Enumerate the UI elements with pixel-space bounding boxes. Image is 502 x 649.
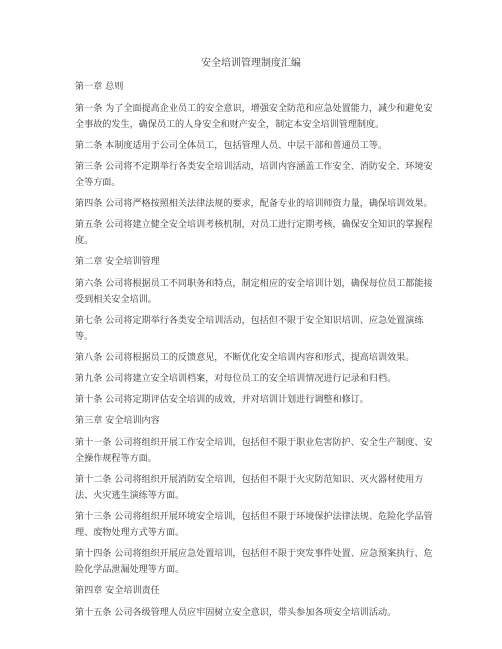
chapter-heading: 第四章 安全培训责任 (75, 586, 160, 596)
article-paragraph: 第二条 本制度适用于公司全体员工，包括管理人员、中层干部和普通员工等。 (75, 141, 388, 151)
article-paragraph: 第五条 公司将建立健全安全培训考核机制，对员工进行定期考核，确保安全知识的掌握程度。 (75, 220, 433, 246)
article-paragraph: 第四条 公司将严格按照相关法律法规的要求，配备专业的培训师资力量，确保培训效果。 (75, 199, 433, 209)
document-body (75, 79, 435, 626)
article-paragraph: 第十五条 公司各级管理人员应牢固树立安全意识，带头参加各项安全培训活动。 (75, 608, 397, 618)
article-paragraph: 第十四条 公司将组织开展应急处置培训，包括但不限于突发事件处置、应急预案执行、危险化学品泄漏处理等方面。 (75, 549, 433, 575)
article-paragraph: 第七条 公司将定期举行各类安全培训活动，包括但不限于安全知识培训、应急处置演练等。 (75, 316, 424, 342)
chapter-heading: 第一章 总则 (75, 82, 124, 92)
article-paragraph: 第十一条 公司将组织开展工作安全培训，包括但不限于职业危害防护、安全生产制度、安全操作规程等方面。 (75, 438, 433, 464)
article-paragraph: 第十二条 公司将组织开展消防安全培训，包括但不限于火灾防范知识、灭火器材使用方法、火灾逃生演练等方面。 (75, 475, 424, 501)
article-paragraph: 第一条 为了全面提高企业员工的安全意识，增强安全防范和应急处置能力，减少和避免安全事故的发生，确保员工的人身安全和财产安全，制定本安全培训管理制度。 (75, 104, 433, 130)
chapter-heading: 第三章 安全培训内容 (75, 416, 160, 426)
article-paragraph: 第六条 公司将根据员工不同职务和特点，制定相应的安全培训计划，确保每位员工都能接受到相关安全培训。 (75, 279, 433, 305)
document-title: 安全培训管理制度汇编 (201, 58, 301, 69)
article-paragraph: 第十条 公司将定期评估安全培训的成效，并对培训计划进行调整和修订。 (75, 395, 369, 405)
article-paragraph: 第九条 公司将建立安全培训档案，对每位员工的安全培训情况进行记录和归档。 (75, 374, 397, 384)
chapter-heading: 第二章 安全培训管理 (75, 257, 160, 267)
article-paragraph: 第三条 公司将不定期举行各类安全培训活动，培训内容涵盖工作安全、消防安全、环境安全等方面。 (75, 162, 433, 188)
article-paragraph: 第十三条 公司将组织开展环境安全培训，包括但不限于环境保护法律法规、危险化学品管理、废物处理方式等方面。 (75, 512, 433, 538)
article-paragraph: 第八条 公司将根据员工的反馈意见，不断优化安全培训内容和形式，提高培训效果。 (75, 353, 415, 363)
